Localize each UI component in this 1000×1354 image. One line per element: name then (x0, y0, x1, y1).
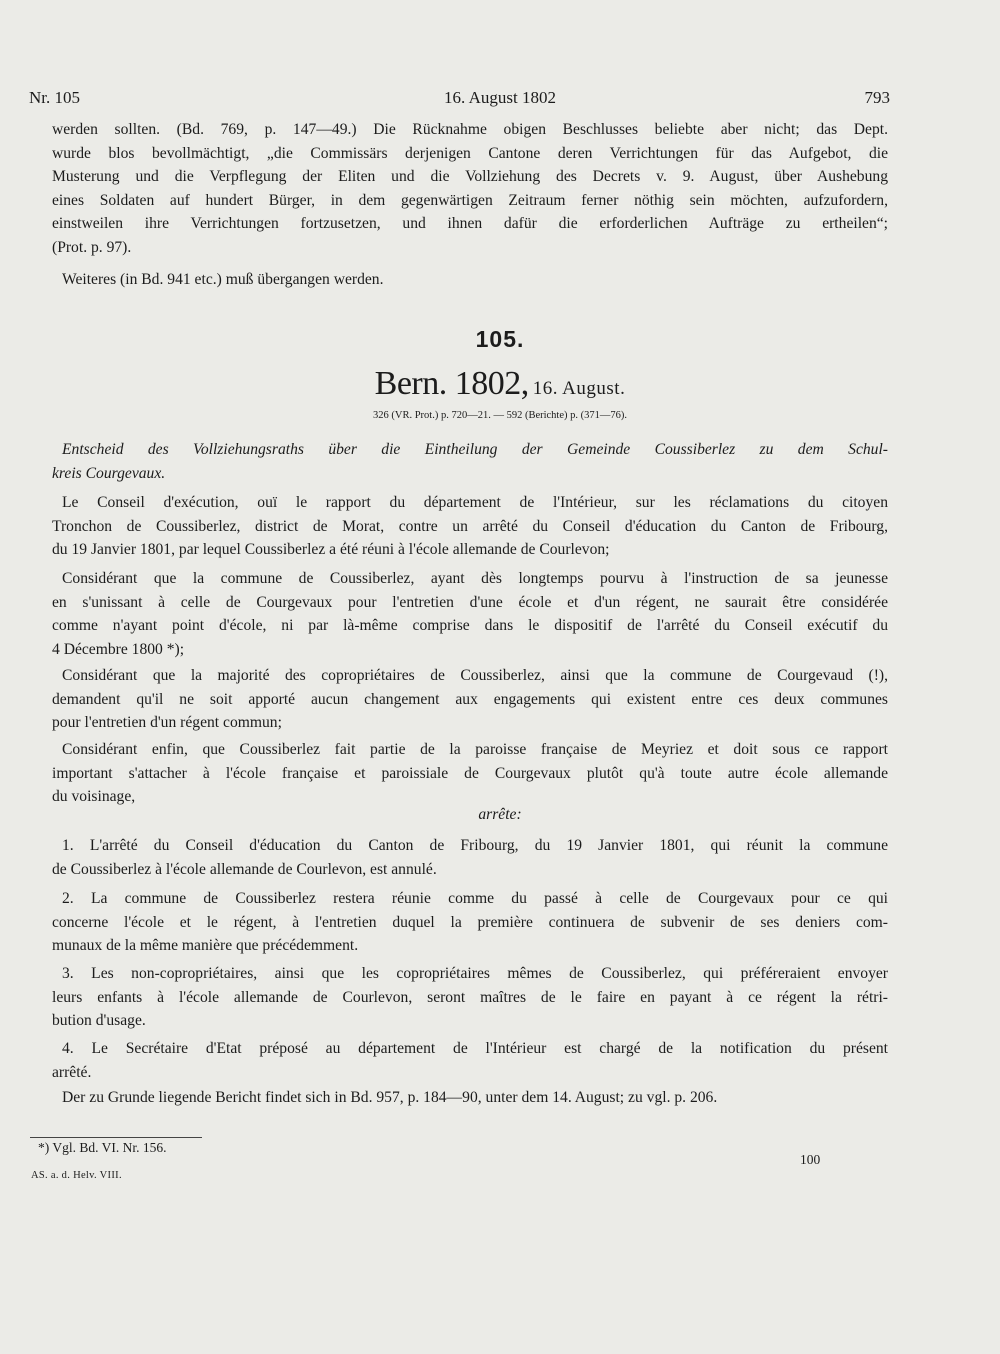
text-line: munaux de la même manière que précédemment. (52, 937, 359, 954)
decree-heading: arrête: (478, 806, 522, 823)
editorial-note: Weiteres (in Bd. 941 etc.) muß übergangen werden. (62, 271, 384, 288)
text-line: demandent qu'il ne soit apporté aucun changement aux engagements qui existent entre ces deux communes (52, 690, 888, 708)
page-number: 793 (864, 88, 890, 107)
article-3 (52, 962, 888, 1033)
text-line: Considérant que la majorité des copropriétaires de Coussiberlez, ainsi que la commune de Courgevaud (!), (62, 667, 888, 684)
text-line: einstweilen ihre Verrichtungen fortzusetzen, und ihnen dafür die erforderlichen Aufträge zu ertheilen“; (52, 215, 888, 232)
article-2 (52, 887, 888, 958)
place-year: Bern. 1802, (374, 365, 529, 402)
document-title (52, 438, 888, 485)
printer-signature: AS. a. d. Helv. VIII. (31, 1170, 122, 1181)
text-line: en s'unissant à celle de Courgevaux pour l'entretien d'une école et d'un régent, ne saurait être considérée (52, 593, 888, 611)
article-4 (52, 1037, 888, 1084)
text-line: de Coussiberlez à l'école allemande de Courlevon, est annulé. (52, 860, 437, 878)
text-line: Le Conseil d'exécution, ouï le rapport du département de l'Intérieur, sur les réclamations du citoyen (62, 494, 888, 511)
text-line: werden sollten. (Bd. 769, p. 147—49.) Die Rücknahme obigen Beschlusses beliebte aber nicht; das Dept. (52, 121, 888, 138)
footnote: *) Vgl. Bd. VI. Nr. 156. (38, 1140, 167, 1155)
text-line: comme n'ayant point d'école, ni par là-même comprise dans le dispositif de l'arrêté du Conseil exécutif du (52, 617, 888, 634)
text-line: bution d'usage. (52, 1012, 146, 1029)
document-heading (0, 365, 1000, 403)
text-line: Considérant que la commune de Coussiberlez, ayant dès longtemps pourvu à l'instruction de sa jeunesse (62, 570, 888, 587)
body-paragraph (52, 664, 888, 735)
footnote-divider (30, 1137, 202, 1138)
body-paragraph (52, 738, 888, 809)
sheet-number: 100 (800, 1152, 821, 1167)
text-line: wurde blos bevollmächtigt, „die Commissärs derjenigen Cantone deren Verrichtungen für das Aufgebot, die (52, 144, 888, 162)
archive-references: 326 (VR. Prot.) p. 720—21. — 592 (Berichte) p. (371—76). (372, 410, 627, 421)
text-line: 4. Le Secrétaire d'Etat préposé au département de l'Intérieur est chargé de la notification du présent (62, 1040, 888, 1057)
article-1 (52, 834, 888, 881)
text-line: important s'attacher à l'école française et paroissiale de Courgevaux plutôt qu'à toute autre école allemande (52, 764, 888, 782)
page-header-number: Nr. 105 (29, 88, 80, 107)
text-line: Tronchon de Coussiberlez, district de Morat, contre un arrêté du Conseil d'éducation du Canton de Fribourg, (52, 517, 888, 535)
body-paragraph (52, 567, 888, 661)
text-line: 4 Décembre 1800 *); (52, 640, 185, 658)
text-line: Considérant enfin, que Coussiberlez fait partie de la paroisse française de Meyriez et doit sous ce rapport (62, 741, 888, 758)
title-line: kreis Courgevaux. (52, 464, 166, 482)
source-note: Der zu Grunde liegende Bericht findet sich in Bd. 957, p. 184—90, unter dem 14. August; zu vgl. p. 206. (62, 1089, 718, 1106)
body-paragraph (52, 491, 888, 562)
document-number: 105. (475, 326, 525, 352)
text-line: eines Soldaten auf hundert Bürger, in dem gegenwärtigen Zeitraum ferner nöthig sein möchten, aufzufordern, (52, 191, 888, 209)
page-header-date: 16. August 1802 (444, 88, 556, 107)
text-line: 2. La commune de Coussiberlez restera réunie comme du passé à celle de Courgevaux pour ce qui (62, 890, 888, 907)
text-line: 1. L'arrêté du Conseil d'éducation du Canton de Fribourg, du 19 Janvier 1801, qui réunit la commune (62, 837, 888, 854)
text-line: 3. Les non-copropriétaires, ainsi que les copropriétaires mêmes de Coussiberlez, qui préféreraient envoyer (62, 965, 888, 982)
text-line: arrêté. (52, 1063, 92, 1081)
text-line: du voisinage, (52, 788, 136, 805)
text-line: leurs enfants à l'école allemande de Courlevon, seront maîtres de le faire en payant à ce régent la rétri- (52, 988, 888, 1006)
title-line: Entscheid des Vollziehungsraths über die Eintheilung der Gemeinde Coussiberlez zu dem Schul- (62, 441, 888, 458)
text-line: du 19 Janvier 1801, par lequel Coussiberlez a été réuni à l'école allemande de Courlevon; (52, 541, 610, 558)
text-line: concerne l'école et le régent, à l'entretien duquel la première continuera de subvenir de ses deniers com- (52, 913, 888, 931)
text-line: Musterung und die Verpflegung der Eliten und die Vollziehung des Decrets v. 9. August, über Aushebung (52, 168, 888, 185)
document-date: 16. August. (532, 378, 626, 399)
text-line: pour l'entretien d'un régent commun; (52, 714, 282, 731)
continuation-paragraph (52, 118, 888, 259)
text-line: (Prot. p. 97). (52, 238, 132, 256)
